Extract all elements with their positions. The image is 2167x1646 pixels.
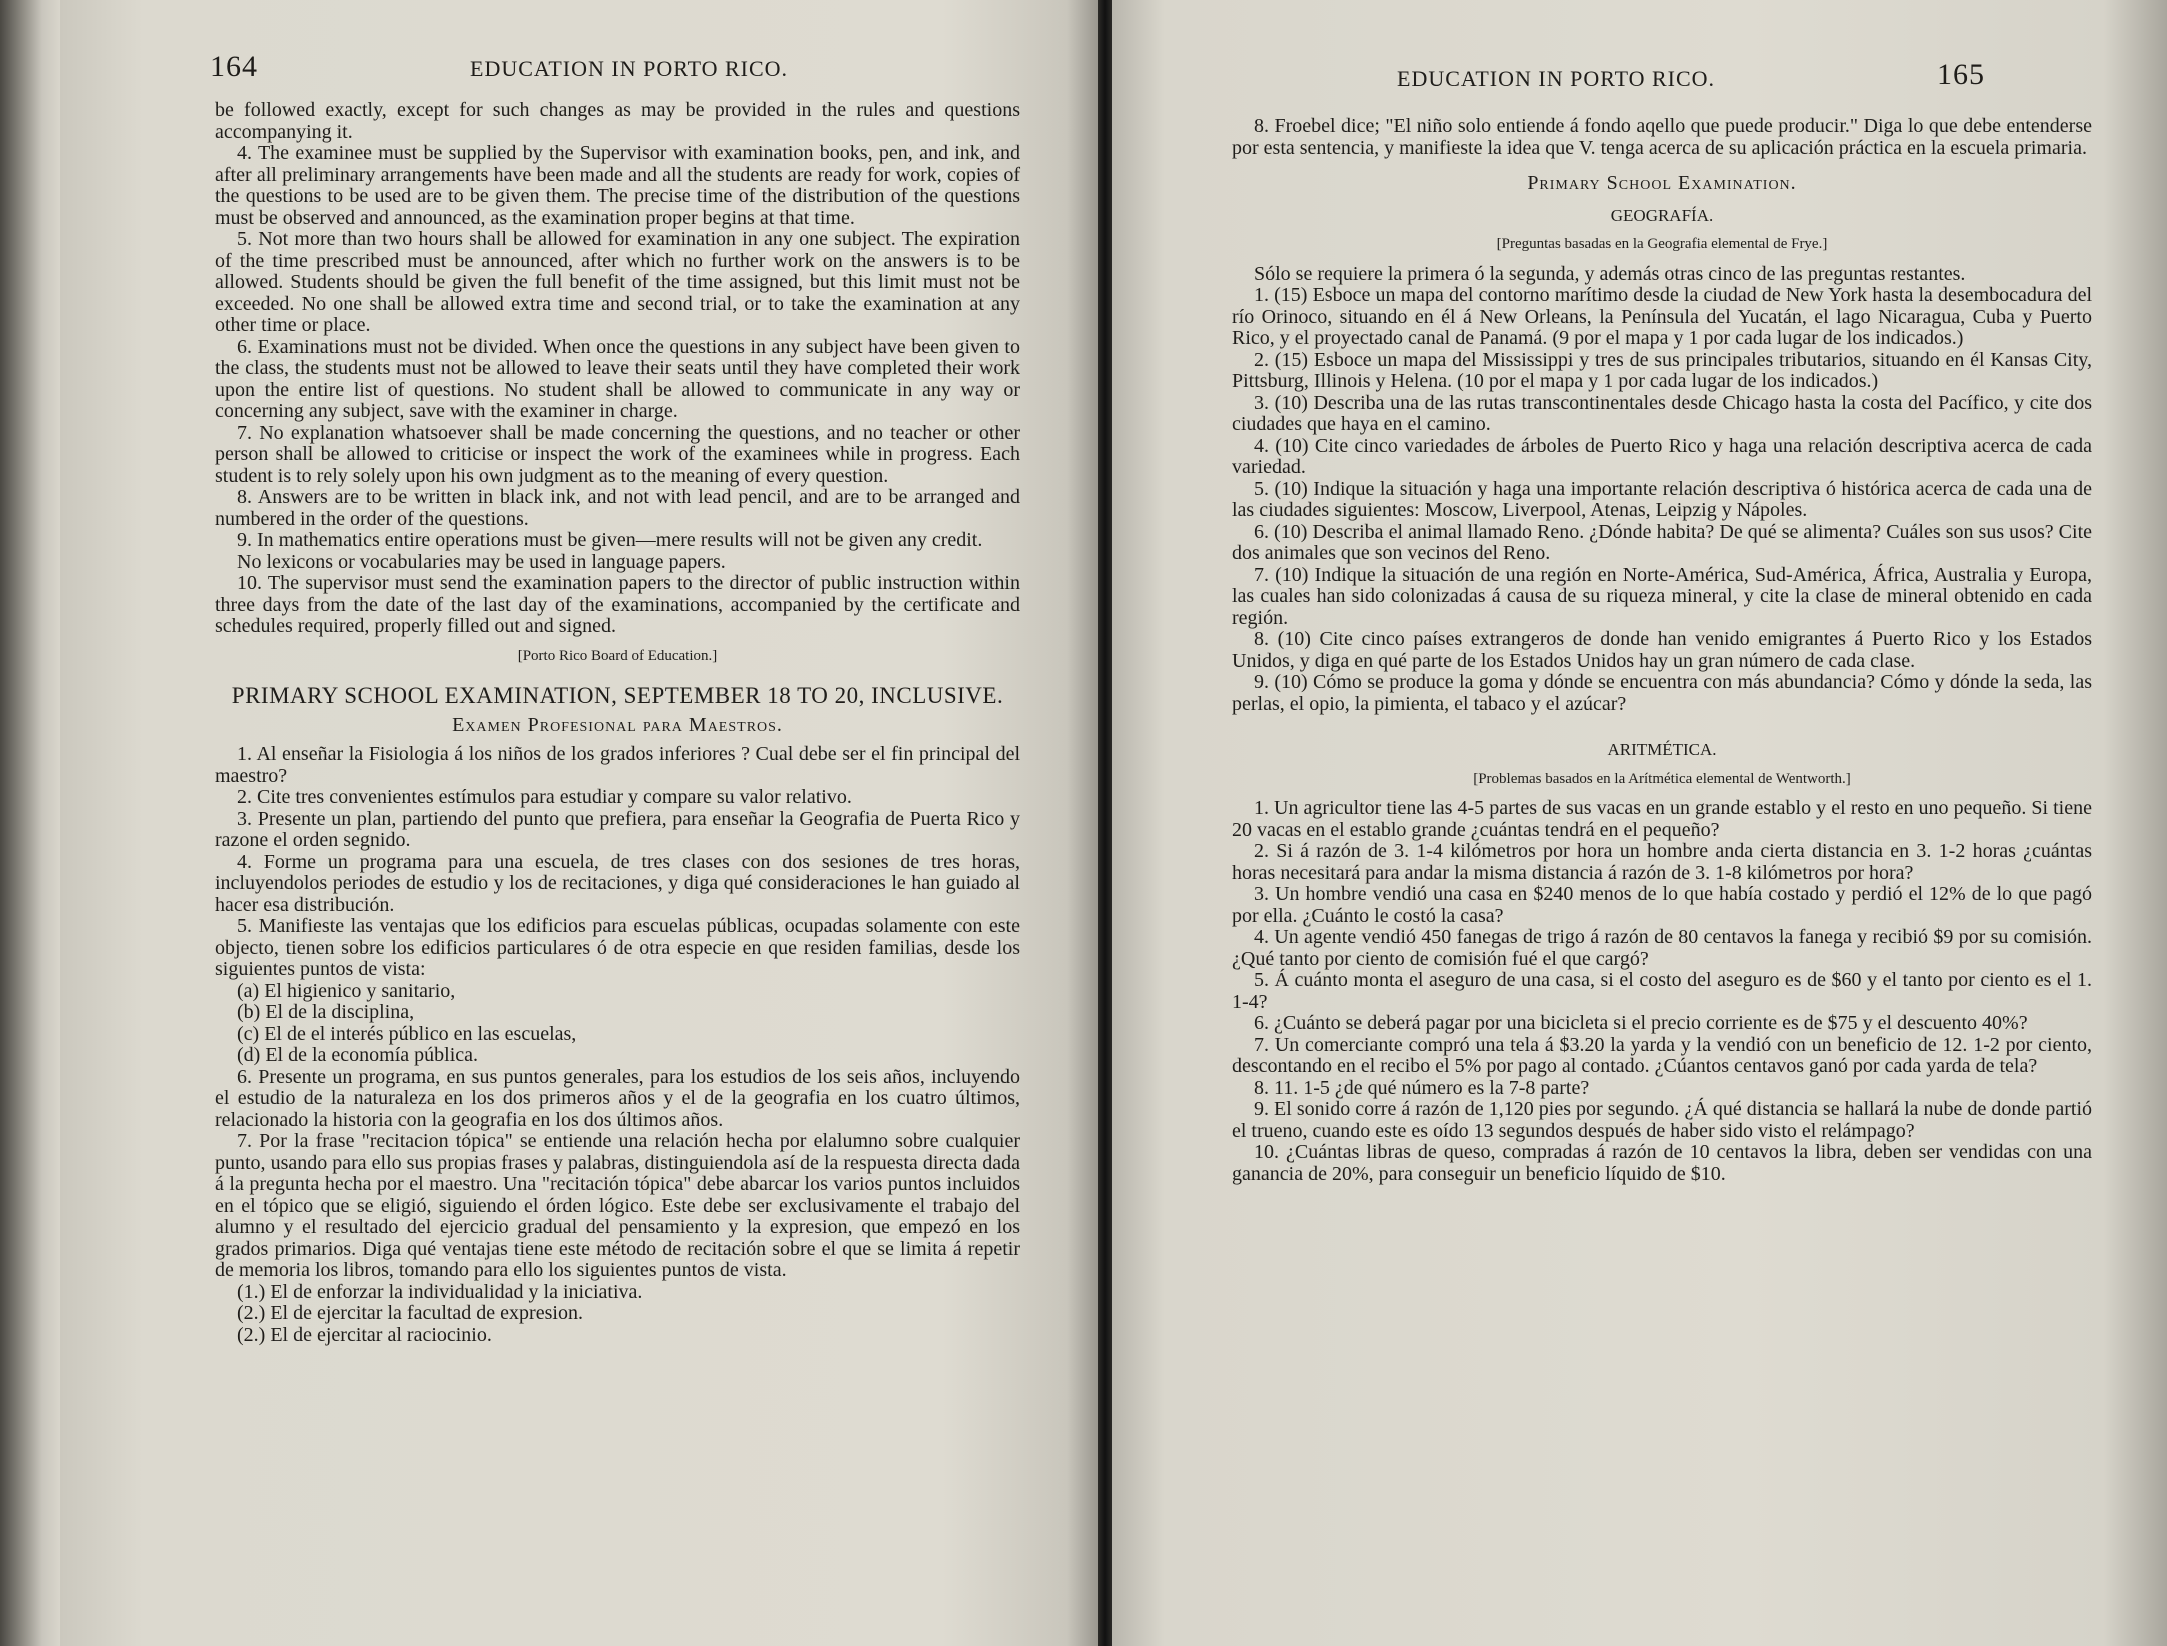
right-page xyxy=(1112,0,2167,1646)
question: 7. Un comerciante compró una tela á $3.20 la yarda y la vendió con un beneficio de 12. 1-2 por ciento, descontando en el recibo el 5% por pago al contado. ¿Cúantos centavos ganó por cada yarda de tela? xyxy=(1232,1033,2092,1077)
question: 6. Presente un programa, en sus puntos generales, para los estudios de los seis años, incluyendo el estudio de la naturaleza en los dos primeros años y el de la geografia en los cuatro últimos, relacionado la historia con la geografia en los dos últimos años. xyxy=(215,1065,1020,1131)
sub-item: (a) El higienico y sanitario, xyxy=(237,979,456,1002)
right-running-title: EDUCATION IN PORTO RICO. xyxy=(1397,66,1716,91)
geography-heading: GEOGRAFÍA. xyxy=(1610,205,1714,225)
question: 2. Si á razón de 3. 1-4 kilómetros por hora un hombre anda cierta distancia en 3. 1-2 horas ¿cuántas horas necesitará para andar la misma distancia á razón de 3. 1-8 kilómetros por hora? xyxy=(1232,840,2092,884)
geography-intro: Sólo se requiere la primera ó la segunda, y además otras cinco de las preguntas restantes. xyxy=(1254,262,1966,285)
sub-item: (2.) El de ejercitar la facultad de expresion. xyxy=(237,1302,583,1324)
question: 6. ¿Cuánto se deberá pagar por una bicicleta si el precio corriente es de $75 y el descuento 40%? xyxy=(1254,1012,2028,1034)
paragraph: 7. No explanation whatsoever shall be made concerning the questions, and no teacher or other person shall be allowed to criticise or inspect the work of the examinees while in progress. Each student is to rely solely upon his own judgment as to the meaning of every question. xyxy=(215,421,1020,487)
exam-heading: PRIMARY SCHOOL EXAMINATION, SEPTEMBER 18 TO 20, INCLUSIVE. xyxy=(231,683,1004,708)
paragraph: 4. The examinee must be supplied by the Supervisor with examination books, pen, and ink, and after all preliminary arrangements have been made and all the students are ready for work, copies of the questions to be used are to be given them. The precise time of the distribution of the questions must be observed and announced, as the examination proper begins at that time. xyxy=(215,142,1020,229)
question: 3. Un hombre vendió una casa en $240 menos de lo que había costado y perdió el 12% de lo que pagó por ella. ¿Cuánto le costó la casa? xyxy=(1232,883,2092,927)
question: 5. Manifieste las ventajas que los edificios para escuelas públicas, ocupadas solamente con este objecto, tienen sobre los edificios particulares ó de otra especie en que residen familias, desde los siguientes puntos de vista: xyxy=(215,915,1020,980)
question: 6. (10) Describa el animal llamado Reno. ¿Dónde habita? De qué se alimenta? Cuáles son sus usos? Cite dos animales que son vecinos del Reno. xyxy=(1232,520,2092,564)
question: 10. ¿Cuántas libras de queso, compradas á razón de 10 centavos la libra, deben ser vendidas con una ganancia de 20%, para conseguir un beneficio líquido de $10. xyxy=(1232,1141,2092,1185)
paragraph: 6. Examinations must not be divided. When once the questions in any subject have been given to the class, the students must not be allowed to leave their seats until they have completed their work upon the entire list of questions. No student shall be allowed to communicate in any way or concerning any subject, save with the examiner in charge. xyxy=(215,335,1020,422)
question: 2. Cite tres convenientes estímulos para estudiar y compare su valor relativo. xyxy=(237,786,852,808)
paragraph: 9. In mathematics entire operations must be given—mere results will not be given any credit. xyxy=(237,529,983,551)
sub-item: (c) El de el interés público en las escuelas, xyxy=(237,1022,577,1045)
question: 4. Un agente vendió 450 fanegas de trigo á razón de 80 centavos la fanega y recibió $9 por su comisión. ¿Qué tanto por ciento de comisión fué el que cargó? xyxy=(1232,926,2092,970)
right-page-number: 165 xyxy=(1937,58,1985,91)
question: 1. (15) Esboce un mapa del contorno marítimo desde la ciudad de New York hasta la desembocadura del río Orinoco, situando en él á New Orleans, la Península del Yucatán, el lago Nicaragua, Cuba y Puerto Rico, y el proyectado canal de Panamá. (9 por el mapa y 1 por cada lugar de los indicados.) xyxy=(1232,284,2092,349)
section-heading: Examen Profesional para Maestros. xyxy=(452,713,783,736)
left-page-number: 164 xyxy=(210,50,258,83)
paragraph: 10. The supervisor must send the examination papers to the director of public instruction within three days from the date of the last day of the examinations, accompanied by the certificate and schedules required, properly filled out and signed. xyxy=(215,572,1020,637)
left-running-header xyxy=(60,50,1098,90)
question: 4. (10) Cite cinco variedades de árboles de Puerto Rico y haga una relación descriptiva acerca de cada variedad. xyxy=(1232,434,2092,478)
question: 1. Un agricultor tiene las 4-5 partes de sus vacas en un grande establo y el resto en uno pequeño. Si tiene 20 vacas en el establo grande ¿cuántas tendrá en el pequeño? xyxy=(1232,797,2092,841)
sub-item: (d) El de la economía pública. xyxy=(237,1044,479,1066)
book-gutter xyxy=(1098,0,1112,1646)
paragraph: 8. Answers are to be written in black ink, and not with lead pencil, and are to be arranged and numbered in the order of the questions. xyxy=(215,486,1020,530)
question: 3. (10) Describa una de las rutas transcontinentales desde Chicago hasta la costa del Pacífico, y cite dos ciudades que haya en el camino. xyxy=(1232,391,2092,435)
arithmetic-heading: ARITMÉTICA. xyxy=(1607,740,1717,759)
question: 8. (10) Cite cinco países extrangeros de donde han venido emigrantes á Puerto Rico y los Estados Unidos, y diga en qué parte de los Estados Unidos hay un gran número de cada clase. xyxy=(1232,628,2092,672)
question: 9. (10) Cómo se produce la goma y dónde se encuentra con más abundancia? Cómo y dónde la seda, las perlas, el opio, la pimienta, el tabaco y el azúcar? xyxy=(1232,671,2092,715)
question: 9. El sonido corre á razón de 1,120 pies por segundo. ¿Á qué distancia se hallará la nube de donde partió el trueno, cuando este es oído 13 segundos después de haber sido visto el relámpago? xyxy=(1232,1098,2092,1142)
sub-item: (2.) El de ejercitar al raciocinio. xyxy=(237,1323,492,1346)
question: 1. Al enseñar la Fisiologia á los niños de los grados inferiores ? Cual debe ser el fin principal del maestro? xyxy=(215,743,1020,787)
question: 7. (10) Indique la situación de una región en Norte-América, Sud-América, África, Australia y Europa, las cuales han sido colonizadas á causa de su riqueza mineral, y cite la clase de mineral obtenido en cada región. xyxy=(1232,563,2092,629)
right-running-header xyxy=(1112,50,2167,90)
board-note: [Porto Rico Board of Education.] xyxy=(517,647,718,664)
geography-note: [Preguntas basadas en la Geografia elemental de Frye.] xyxy=(1496,236,1828,252)
left-running-title: EDUCATION IN PORTO RICO. xyxy=(470,56,789,81)
paragraph: 8. Froebel dice; "El niño solo entiende á fondo aqello que puede producir." Diga lo que debe entenderse por esta sentencia, y manifieste la idea que V. tenga acerca de su aplicación práctica en la escuela primaria. xyxy=(1232,115,2092,159)
question: 8. 11. 1-5 ¿de qué número es la 7-8 parte? xyxy=(1254,1076,1590,1099)
left-page-body xyxy=(215,100,1020,1346)
right-page-body xyxy=(1232,116,2092,1185)
arithmetic-note: [Problemas basados en la Arítmética elemental de Wentworth.] xyxy=(1473,770,1851,787)
sub-item: (b) El de la disciplina, xyxy=(237,1001,415,1023)
paragraph: be followed exactly, except for such changes as may be provided in the rules and questions accompanying it. xyxy=(215,99,1020,143)
paragraph: 5. Not more than two hours shall be allowed for examination in any one subject. The expiration of the time prescribed must be announced, after which no further work on the answers is to be allowed. Students should be given the full benefit of the time assigned, but this limit must not be exceeded. No one shall be allowed extra time and second trial, or to take the examination at any other time or place. xyxy=(215,228,1020,336)
question: 2. (15) Esboce un mapa del Mississippi y tres de sus principales tributarios, situando en él Kansas City, Pittsburg, Illinois y Helena. (10 por el mapa y 1 por cada lugar de los indicados.) xyxy=(1232,348,2092,392)
question: 4. Forme un programa para una escuela, de tres clases con dos sesiones de tres horas, incluyendolos periodes de estudio y los de recitaciones, y diga qué consideraciones le han guiado al hacer esa distribución. xyxy=(215,850,1020,916)
question: 3. Presente un plan, partiendo del punto que prefiera, para enseñar la Geografia de Puerta Rico y razone el orden segnido. xyxy=(215,807,1020,851)
left-page xyxy=(60,0,1098,1646)
sub-item: (1.) El de enforzar la individualidad y la iniciativa. xyxy=(237,1280,643,1303)
paragraph: No lexicons or vocabularies may be used in language papers. xyxy=(237,550,726,573)
exam-heading: Primary School Examination. xyxy=(1527,172,1797,194)
question: 5. Á cuánto monta el aseguro de una casa, si el costo del aseguro es de $60 y el tanto por ciento es el 1. 1-4? xyxy=(1232,969,2092,1013)
question: 5. (10) Indique la situación y haga una importante relación descriptiva ó histórica acerca de cada una de las ciudades siguientes: Moscow, Liverpool, Atenas, Leipzig y Nápoles. xyxy=(1232,477,2092,521)
book-binding-edge xyxy=(0,0,60,1646)
question: 7. Por la frase "recitacion tópica" se entiende una relación hecha por elalumno sobre cualquier punto, usando para ello sus propias frases y palabras, distinguiendola así de la respuesta directa dada á la pregunta hecha por el maestro. Una "recitación tópica" debe abarcar los varios puntos incluidos en el tópico que se eligió, siguiendo el órden lógico. Este debe ser exclusivamente el trabajo del alumno y el resultado del ejercicio gradual del pensamiento y la expresion, que empezó en los grados primarios. Diga qué ventajas tiene este método de recitación sobre el que se limita á repetir de memoria los libros, tomando para ello los siguientes puntos de vista. xyxy=(215,1130,1020,1281)
